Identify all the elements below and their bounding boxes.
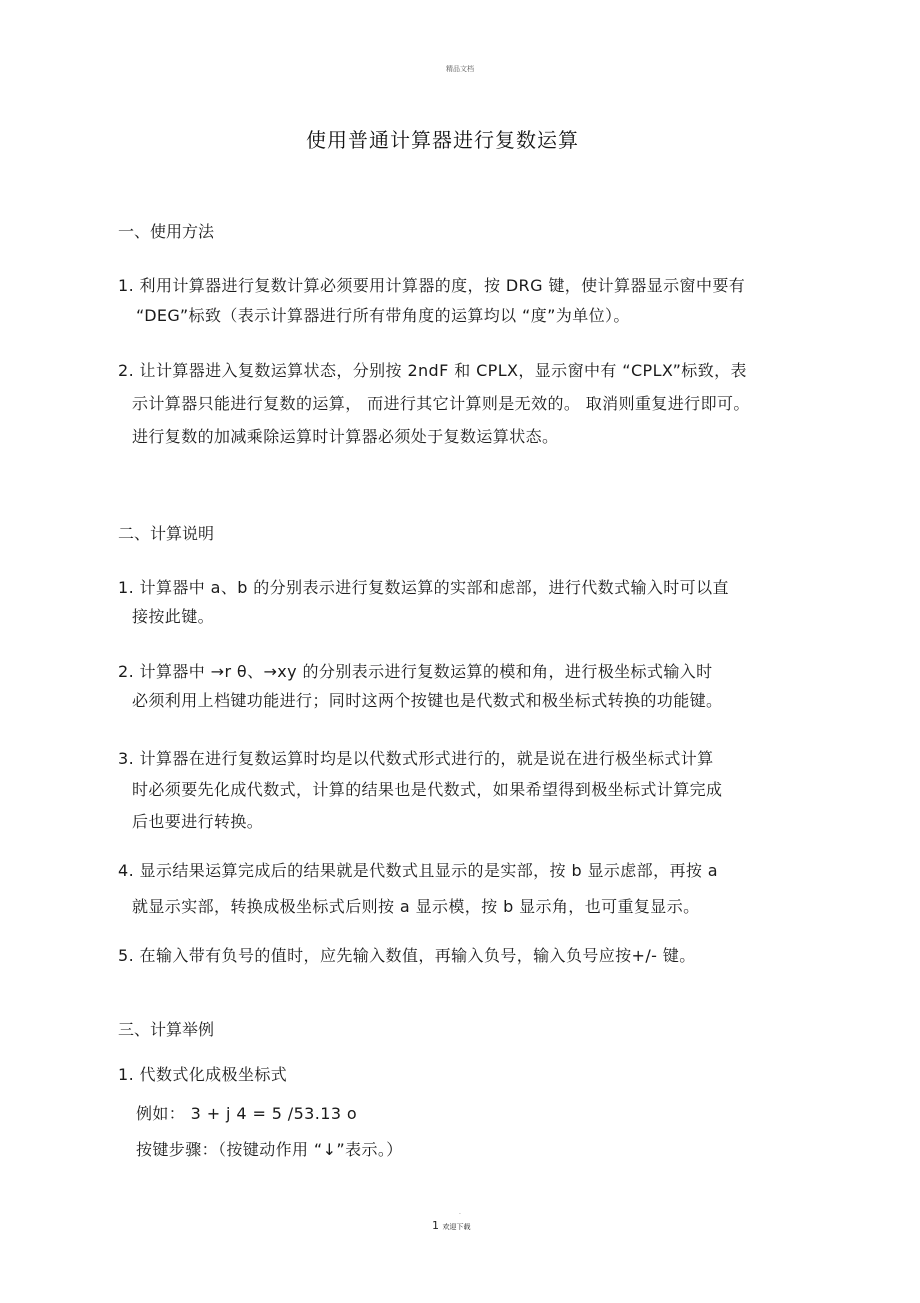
body-line: 1. 利用计算器进行复数计算必须要用计算器的度，按 DRG 键，使计算器显示窗中要有 [118,276,746,295]
body-line: 示计算器只能进行复数的运算， 而进行其它计算则是无效的。 取消则重复进行即可。 [132,394,750,413]
body-line: 按键步骤：（按键动作用 “↓”表示。） [136,1140,403,1159]
body-line: “DEG”标致（表示计算器进行所有带角度的运算均以 “度”为单位）。 [136,306,630,325]
example-equation: 例如： 3 + j 4 = 5 /53.13 o [136,1104,358,1123]
section-heading-examples: 三、计算举例 [118,1020,215,1039]
body-line: 2. 让计算器进入复数运算状态，分别按 2ndF 和 CPLX，显示窗中有 “CPLX”标致，表 [118,361,747,380]
body-line: 1. 代数式化成极坐标式 [118,1065,288,1084]
body-line: 后也要进行转换。 [132,812,264,831]
header-watermark: 精品文档 [446,65,474,73]
body-line: 1. 计算器中 a、b 的分别表示进行复数运算的实部和虑部，进行代数式输入时可以直 [118,578,729,597]
body-line: 3. 计算器在进行复数运算时均是以代数式形式进行的，就是说在进行极坐标式计算 [118,749,714,768]
body-line: 时必须要先化成代数式，计算的结果也是代数式，如果希望得到极坐标式计算完成 [132,780,723,799]
body-line: 5. 在输入带有负号的值时，应先输入数值，再输入负号，输入负号应按+/- 键。 [118,946,696,965]
document-title: 使用普通计算器进行复数运算 [306,128,579,152]
footer-text: 欢迎下载 [442,1223,471,1231]
footer-dot: . [459,1209,461,1216]
body-line: 2. 计算器中 →r θ、→xy 的分别表示进行复数运算的模和角，进行极坐标式输入时 [118,662,713,681]
body-line: 4. 显示结果运算完成后的结果就是代数式且显示的是实部，按 b 显示虑部，再按 a [118,861,718,880]
page-footer [432,1219,471,1232]
body-line: 进行复数的加减乘除运算时计算器必须处于复数运算状态。 [132,427,559,446]
page-number: 1 [432,1219,439,1232]
body-line: 就显示实部，转换成极坐标式后则按 a 显示模，按 b 显示角，也可重复显示。 [132,897,700,916]
section-heading-notes: 二、计算说明 [118,524,215,543]
section-heading-usage: 一、使用方法 [118,222,215,241]
body-line: 接按此键。 [132,607,215,626]
body-line: 必须利用上档键功能进行；同时这两个按键也是代数式和极坐标式转换的功能键。 [132,691,723,710]
